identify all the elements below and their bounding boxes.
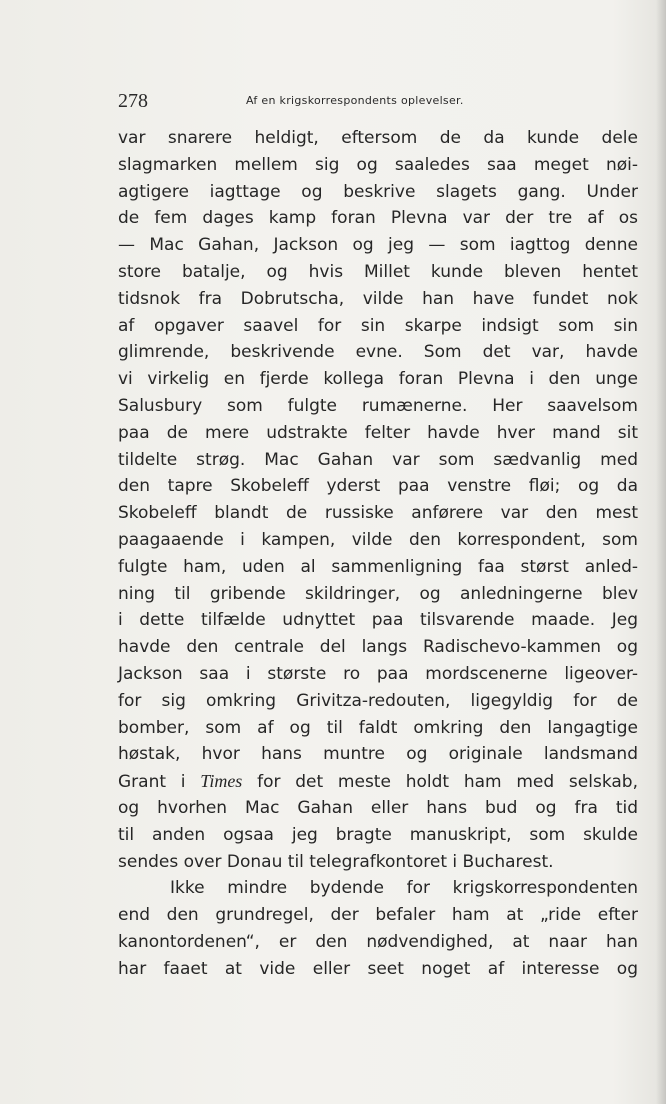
newspaper-title-italic: Times xyxy=(200,771,243,792)
text-line: høstak, hvor hans muntre og originale landsmand xyxy=(118,744,638,765)
text-line: Jackson saa i største ro paa mordscenerne ligeover- xyxy=(118,663,638,684)
text-line: paagaaende i kampen, vilde den korrespondent, som xyxy=(118,529,638,550)
paragraph-start-line: Ikke mindre bydende for krigskorrespondenten xyxy=(170,878,638,899)
text-line: havde den centrale del langs Radischevo-kammen og xyxy=(118,637,638,658)
text-line: Salusbury som fulgte rumænerne. Her saavelsom xyxy=(118,395,638,416)
line-after-italic: for det meste holdt ham med selskab, xyxy=(242,772,638,793)
text-line-with-italic xyxy=(118,768,638,795)
text-line: de fem dages kamp foran Plevna var der tre af os xyxy=(118,208,638,229)
page-number: 278 xyxy=(118,90,148,112)
running-title: Af en krigskorrespondents oplevelser. xyxy=(246,94,464,107)
text-line: den tapre Skobeleff yderst paa venstre fløi; og da xyxy=(118,476,638,497)
text-line: for sig omkring Grivitza-redouten, ligegyldig for de xyxy=(118,690,638,711)
text-line: vi virkelig en fjerde kollega foran Plevna i den unge xyxy=(118,369,638,390)
body-text xyxy=(118,125,638,983)
text-line: i dette tilfælde udnyttet paa tilsvarende maade. Jeg xyxy=(118,610,638,631)
text-line: bomber, som af og til faldt omkring den langagtige xyxy=(118,717,638,738)
paragraph-end-line: sendes over Donau til telegrafkontoret i Bucharest. xyxy=(118,851,554,872)
text-line: glimrende, beskrivende evne. Som det var, havde xyxy=(118,342,638,363)
text-line: tidsnok fra Dobrutscha, vilde han have fundet nok xyxy=(118,288,638,309)
text-line: kanontordenen“, er den nødvendighed, at naar han xyxy=(118,931,638,952)
text-line: tildelte strøg. Mac Gahan var som sædvanlig med xyxy=(118,449,638,470)
page-edge-shadow xyxy=(656,0,666,1104)
text-line: ning til gribende skildringer, og anledningerne blev xyxy=(118,583,638,604)
text-line: har faaet at vide eller seet noget af interesse og xyxy=(118,958,638,979)
text-line: fulgte ham, uden al sammenligning faa størst anled- xyxy=(118,556,638,577)
text-line: af opgaver saavel for sin skarpe indsigt som sin xyxy=(118,315,638,336)
text-line: end den grundregel, der befaler ham at „ride efter xyxy=(118,905,638,926)
text-line: var snarere heldigt, eftersom de da kunde dele xyxy=(118,128,638,148)
line-before-italic: Grant i xyxy=(118,772,201,793)
text-line: slagmarken mellem sig og saaledes saa meget nøi- xyxy=(118,154,638,175)
text-line: Skobeleff blandt de russiske anførere var den mest xyxy=(118,503,638,524)
text-line: agtigere iagttage og beskrive slagets gang. Under xyxy=(118,181,638,202)
text-line: til anden ogsaa jeg bragte manuskript, som skulde xyxy=(118,824,638,845)
text-line: og hvorhen Mac Gahan eller hans bud og fra tid xyxy=(118,797,638,818)
text-line: store batalje, og hvis Millet kunde bleven hentet xyxy=(118,261,638,282)
running-head xyxy=(118,88,638,116)
text-line: paa de mere udstrakte felter havde hver mand sit xyxy=(118,422,638,443)
text-line: — Mac Gahan, Jackson og jeg — som iagttog denne xyxy=(118,235,638,256)
